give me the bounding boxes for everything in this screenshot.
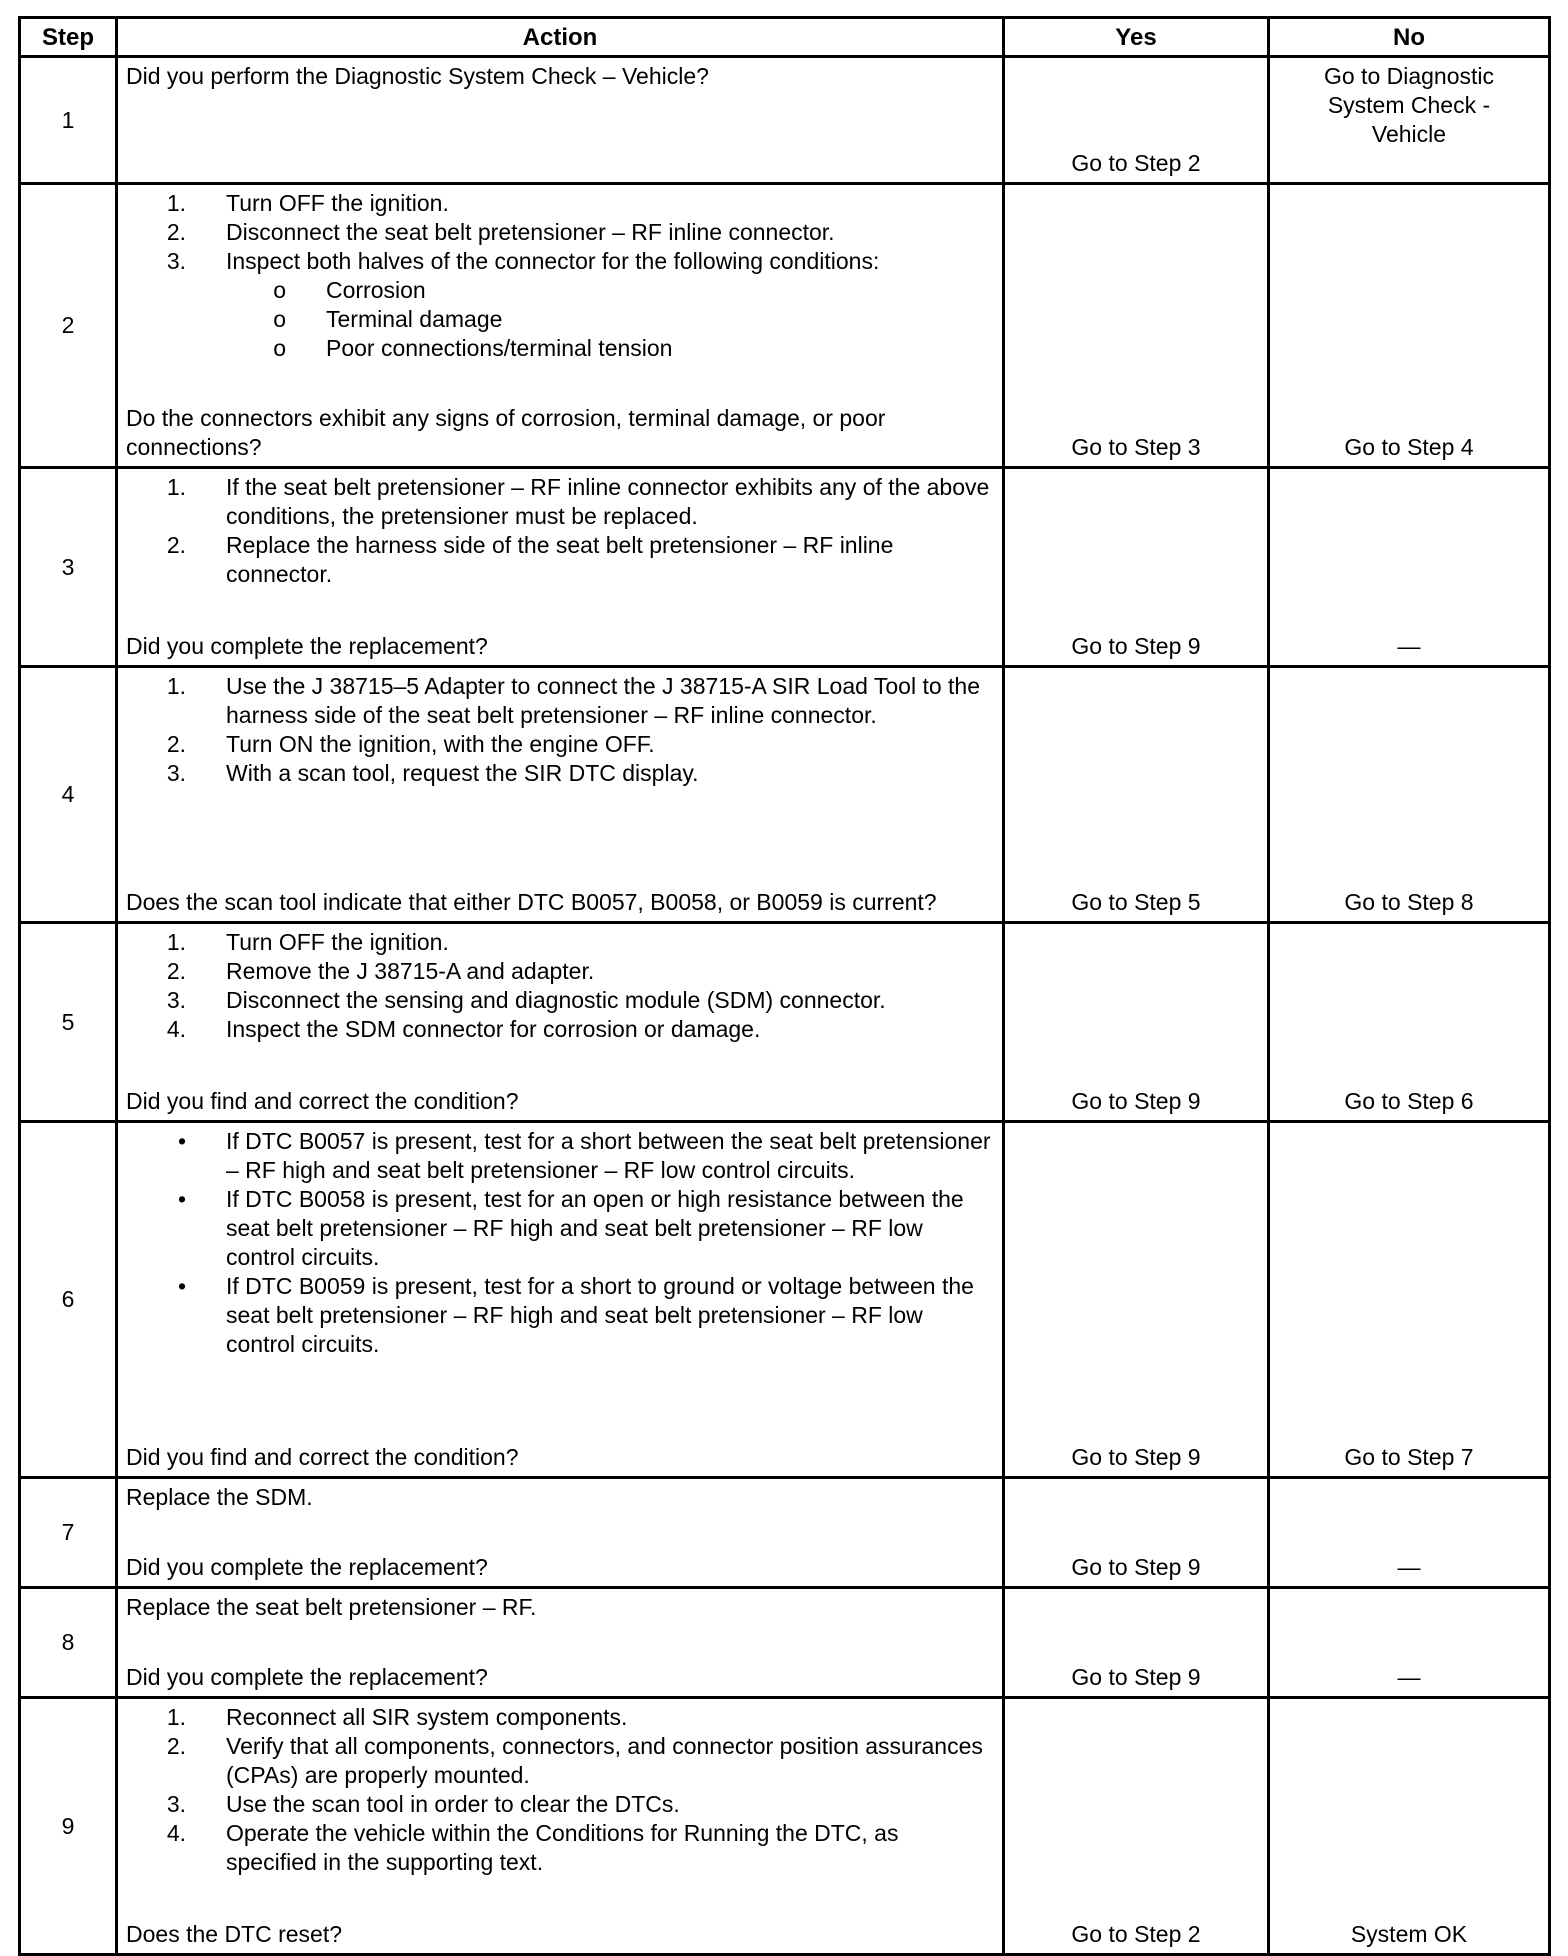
- list-text: Disconnect the seat belt pretensioner – RF inline connector.: [226, 219, 835, 245]
- action-instructions: [126, 1703, 994, 1877]
- list-text: Use the scan tool in order to clear the DTCs.: [226, 1791, 680, 1817]
- list-item: [126, 218, 994, 247]
- list-item: [126, 672, 994, 730]
- action-instructions: [126, 928, 994, 1044]
- action-instructions: [126, 1127, 994, 1359]
- action-question: Did you find and correct the condition?: [126, 1444, 519, 1470]
- table-row: [20, 57, 1550, 184]
- list-item: [126, 189, 994, 218]
- list-text: Use the J 38715–5 Adapter to connect the J 38715-A SIR Load Tool to the harness side of the seat belt pretensioner – RF inline connector.: [226, 673, 981, 728]
- list-item: [126, 1790, 994, 1819]
- table-row: [20, 1698, 1550, 1955]
- action-instructions: [126, 1593, 994, 1622]
- list-item: [126, 1272, 994, 1359]
- action-instructions: [126, 62, 994, 91]
- action-content: [126, 189, 994, 462]
- list-item: [126, 1703, 994, 1732]
- list-item: [126, 1185, 994, 1272]
- action-cell: [117, 1122, 1004, 1478]
- table-row: [20, 1478, 1550, 1588]
- table-row: [20, 468, 1550, 667]
- list-marker: 1.: [166, 190, 186, 216]
- table-row: [20, 184, 1550, 468]
- list-marker: 1.: [166, 673, 186, 699]
- no-cell: —: [1269, 468, 1550, 667]
- yes-cell: Go to Step 9: [1004, 1478, 1269, 1588]
- table-row: [20, 1588, 1550, 1698]
- no-cell: —: [1269, 1478, 1550, 1588]
- yes-cell: Go to Step 9: [1004, 923, 1269, 1122]
- list-text: Inspect both halves of the connector for the following conditions:: [226, 248, 880, 274]
- list-item: [126, 531, 994, 589]
- list-marker: 3.: [166, 248, 186, 274]
- action-instructions: [126, 1483, 994, 1512]
- list-text: With a scan tool, request the SIR DTC display.: [226, 760, 699, 786]
- list-text: Remove the J 38715-A and adapter.: [226, 958, 595, 984]
- list-item: [126, 334, 994, 363]
- action-cell: [117, 1588, 1004, 1698]
- list-marker: 1.: [166, 929, 186, 955]
- list-item: [126, 1015, 994, 1044]
- list-item: [126, 276, 994, 305]
- list-item: [126, 759, 994, 788]
- action-content: [126, 1703, 994, 1949]
- list-text: Disconnect the sensing and diagnostic module (SDM) connector.: [226, 987, 886, 1013]
- list-text: Turn ON the ignition, with the engine OFF.: [226, 731, 655, 757]
- action-content: [126, 1593, 994, 1692]
- list-item: [126, 957, 994, 986]
- list-marker: •: [177, 1128, 186, 1154]
- no-cell: —: [1269, 1588, 1550, 1698]
- step-number: 1: [20, 57, 117, 184]
- step-number: 9: [20, 1698, 117, 1955]
- no-cell: Go to Step 7: [1269, 1122, 1550, 1478]
- header-no: No: [1269, 18, 1550, 57]
- list-item: [126, 928, 994, 957]
- list-item: [126, 1127, 994, 1185]
- list-marker: 2.: [166, 731, 186, 757]
- list-item: [126, 730, 994, 759]
- list-marker: o: [273, 277, 286, 303]
- list-text: Poor connections/terminal tension: [326, 335, 673, 361]
- list-text: Operate the vehicle within the Conditions for Running the DTC, as specified in the supporting text.: [226, 1820, 899, 1875]
- action-question: Did you complete the replacement?: [126, 1664, 488, 1690]
- list-marker: 2.: [166, 958, 186, 984]
- list-text: Terminal damage: [326, 306, 503, 332]
- list-marker: o: [273, 306, 286, 332]
- list-item: [126, 1732, 994, 1790]
- list-marker: 1.: [166, 474, 186, 500]
- list-text: Verify that all components, connectors, and connector position assurances (CPAs) are properly mounted.: [226, 1733, 983, 1788]
- list-text: If DTC B0057 is present, test for a short between the seat belt pretensioner – RF high and seat belt pretensioner – RF low control circuits.: [226, 1128, 991, 1183]
- step-number: 8: [20, 1588, 117, 1698]
- no-cell: Go to Step 8: [1269, 667, 1550, 923]
- diagnostic-table: [18, 16, 1551, 1956]
- list-item: [126, 247, 994, 276]
- action-question: Does the DTC reset?: [126, 1921, 343, 1947]
- list-text: Replace the harness side of the seat belt pretensioner – RF inline connector.: [226, 532, 894, 587]
- yes-cell: Go to Step 2: [1004, 57, 1269, 184]
- list-item: [126, 305, 994, 334]
- table-row: [20, 1122, 1550, 1478]
- action-question: Do the connectors exhibit any signs of corrosion, terminal damage, or poor connections?: [126, 405, 886, 460]
- no-cell-text: Go to Diagnostic System Check - Vehicle: [1323, 63, 1495, 147]
- action-instructions: [126, 473, 994, 589]
- action-cell: [117, 1698, 1004, 1955]
- action-lead: Replace the seat belt pretensioner – RF.: [126, 1594, 537, 1620]
- list-item: [126, 473, 994, 531]
- step-number: 4: [20, 667, 117, 923]
- table-row: [20, 923, 1550, 1122]
- action-question: Did you complete the replacement?: [126, 1554, 488, 1580]
- list-text: If DTC B0058 is present, test for an open or high resistance between the seat belt pretensioner – RF high and seat belt pretensioner – RF low control circuits.: [226, 1186, 964, 1270]
- no-cell: System OK: [1269, 1698, 1550, 1955]
- action-cell: [117, 184, 1004, 468]
- action-question: Did you complete the replacement?: [126, 633, 488, 659]
- step-number: 5: [20, 923, 117, 1122]
- list-marker: 4.: [166, 1820, 186, 1846]
- list-marker: 3.: [166, 1791, 186, 1817]
- step-number: 7: [20, 1478, 117, 1588]
- yes-cell: Go to Step 3: [1004, 184, 1269, 468]
- action-lead: Replace the SDM.: [126, 1484, 313, 1510]
- no-cell: [1269, 57, 1550, 184]
- action-instructions: [126, 189, 994, 363]
- list-text: Corrosion: [326, 277, 426, 303]
- action-question: Did you perform the Diagnostic System Check – Vehicle?: [126, 63, 709, 89]
- list-marker: 3.: [166, 760, 186, 786]
- list-marker: 2.: [166, 532, 186, 558]
- list-marker: 2.: [166, 219, 186, 245]
- action-content: [126, 672, 994, 917]
- list-marker: 4.: [166, 1016, 186, 1042]
- header-step: Step: [20, 18, 117, 57]
- list-marker: 2.: [166, 1733, 186, 1759]
- action-content: [126, 928, 994, 1116]
- yes-cell: Go to Step 9: [1004, 1122, 1269, 1478]
- action-cell: [117, 468, 1004, 667]
- action-cell: [117, 57, 1004, 184]
- step-number: 2: [20, 184, 117, 468]
- header-yes: Yes: [1004, 18, 1269, 57]
- action-cell: [117, 923, 1004, 1122]
- header-action: Action: [117, 18, 1004, 57]
- list-text: If the seat belt pretensioner – RF inline connector exhibits any of the above conditions, the pretensioner must be replaced.: [226, 474, 990, 529]
- no-cell: Go to Step 6: [1269, 923, 1550, 1122]
- action-instructions: [126, 672, 994, 788]
- action-content: [126, 62, 994, 178]
- action-cell: [117, 667, 1004, 923]
- list-text: Inspect the SDM connector for corrosion or damage.: [226, 1016, 761, 1042]
- table-row: [20, 667, 1550, 923]
- list-marker: •: [177, 1186, 186, 1212]
- step-number: 6: [20, 1122, 117, 1478]
- action-cell: [117, 1478, 1004, 1588]
- header-row: [20, 18, 1550, 57]
- list-text: Turn OFF the ignition.: [226, 190, 449, 216]
- list-text: Reconnect all SIR system components.: [226, 1704, 628, 1730]
- yes-cell: Go to Step 9: [1004, 1588, 1269, 1698]
- action-content: [126, 473, 994, 661]
- yes-cell: Go to Step 5: [1004, 667, 1269, 923]
- action-content: [126, 1483, 994, 1582]
- list-item: [126, 1819, 994, 1877]
- yes-cell: Go to Step 2: [1004, 1698, 1269, 1955]
- list-text: If DTC B0059 is present, test for a short to ground or voltage between the seat belt pretensioner – RF high and seat belt pretensioner – RF low control circuits.: [226, 1273, 974, 1357]
- list-marker: o: [273, 335, 286, 361]
- list-marker: 1.: [166, 1704, 186, 1730]
- action-question: Did you find and correct the condition?: [126, 1088, 519, 1114]
- action-question: Does the scan tool indicate that either DTC B0057, B0058, or B0059 is current?: [126, 889, 937, 915]
- list-marker: 3.: [166, 987, 186, 1013]
- step-number: 3: [20, 468, 117, 667]
- action-content: [126, 1127, 994, 1472]
- no-cell: Go to Step 4: [1269, 184, 1550, 468]
- list-text: Turn OFF the ignition.: [226, 929, 449, 955]
- list-item: [126, 986, 994, 1015]
- list-marker: •: [177, 1273, 186, 1299]
- yes-cell: Go to Step 9: [1004, 468, 1269, 667]
